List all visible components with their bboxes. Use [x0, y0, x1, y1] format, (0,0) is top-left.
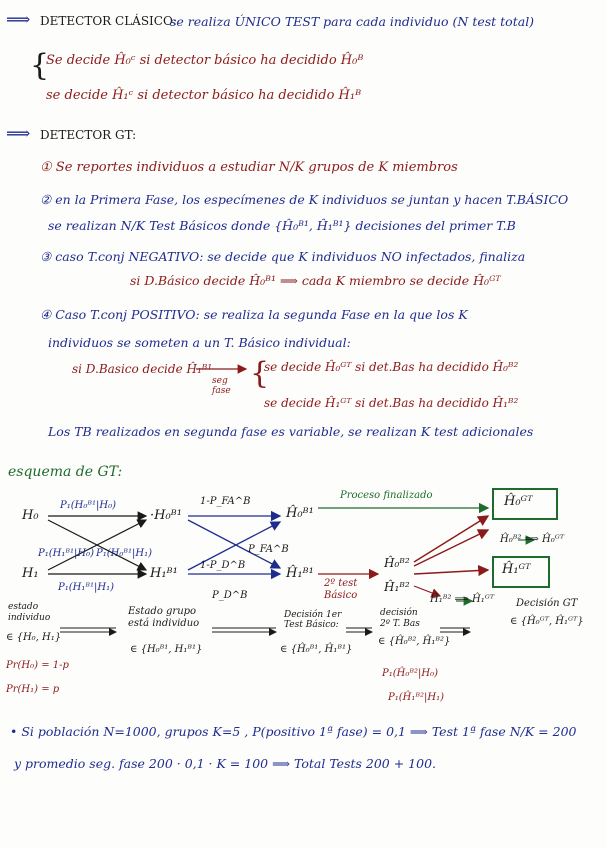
node-dec-h1b1: Ĥ₁ᴮ¹	[286, 566, 314, 581]
step-number: ④	[40, 307, 52, 322]
branch-condition: si D.Basico decide Ĥ₁ᴮ¹	[72, 362, 213, 376]
node-h0b2: Ĥ₀ᴮ²	[384, 556, 410, 570]
group-state: Estado grupo está individuo	[128, 606, 200, 629]
classic-description: se realiza ÚNICO TEST para cada individuo (N test total)	[170, 14, 535, 29]
prob-h1b1-h1: P₁(H₁ᴮ¹|H₁)	[58, 582, 115, 593]
node-h1b2: Ĥ₁ᴮ²	[384, 580, 410, 594]
state-individual-set: ∈ {H₀, H₁}	[6, 632, 62, 643]
example-line-2: y promedio seg. fase 200 · 0,1 · K = 100 ⟹ Total Tests 200 + 100.	[14, 756, 437, 771]
label-1-pd: 1-P_D^B	[200, 560, 246, 571]
section-title-classic: DETECTOR CLÁSICO:	[40, 14, 177, 28]
prior-h1: Pr(H₁) = p	[6, 684, 60, 695]
node-h1b2-result: Ĥ₁ᴮ² ⟹ Ĥ₁ᴳᵀ	[430, 594, 495, 605]
step-number: ①	[40, 160, 52, 175]
step-text: caso T.conj NEGATIVO: se decide que K individuos NO infectados, finaliza	[55, 249, 526, 264]
example-line-1: • Si población N=1000, grupos K=5 , P(positivo 1ª fase) = 0,1 ⟹ Test 1ª fase N/K = 200	[10, 724, 577, 739]
decision-first-test: Decisión 1er Test Básico:	[284, 610, 342, 630]
brace: {	[250, 356, 270, 391]
prior-h0: Pr(H₀) = 1-p	[6, 660, 69, 671]
node-h0gt: Ĥ₀ᴳᵀ	[504, 494, 533, 509]
second-test-label: 2º test Básico	[324, 578, 358, 601]
section-title-gt: DETECTOR GT:	[40, 128, 137, 142]
label-1-pfa: 1-P_FA^B	[200, 496, 251, 507]
step-text: Se reportes individuos a estudiar N/K grupos de K miembros	[55, 160, 458, 175]
brace: {	[30, 48, 50, 83]
tb-note: Los TB realizados en segunda fase es variable, se realizan K test adicionales	[48, 424, 534, 439]
step-text: en la Primera Fase, los especímenes de K individuos se juntan y hacen T.BÁSICO	[55, 192, 569, 207]
implies-arrow: ⟹	[6, 10, 31, 30]
branch-h1: se decide Ĥ₁ᴳᵀ si det.Bas ha decidido Ĥ₁ᴮ²	[264, 396, 519, 410]
decision-second-test: decisión 2º T. Bas	[380, 608, 420, 629]
gt-step-4-cont: individuos se someten a un T. Básico individual:	[48, 335, 351, 350]
node-h0b2-result: Ĥ₀ᴮ² ⟹ Ĥ₀ᴳᵀ	[500, 534, 565, 545]
step-number: ②	[40, 192, 52, 207]
gt-step-2-cont: se realizan N/K Test Básicos donde {Ĥ₀ᴮ¹, Ĥ₁ᴮ¹} decisiones del primer T.B	[48, 218, 516, 233]
state-individual: estado individuo	[8, 602, 51, 623]
group-state-set: ∈ {H₀ᴮ¹, H₁ᴮ¹}	[130, 644, 203, 655]
node-h1b1: H₁ᴮ¹	[150, 566, 178, 581]
decision-second-test-set: ∈ {Ĥ₀ᴮ², Ĥ₁ᴮ²}	[378, 636, 451, 647]
step-text: Caso T.conj POSITIVO: se realiza la segunda Fase en la que los K	[55, 307, 468, 322]
decision-first-test-set: ∈ {Ĥ₀ᴮ¹, Ĥ₁ᴮ¹}	[280, 644, 353, 655]
node-h0b1: ·H₀ᴮ¹	[150, 508, 182, 523]
implies-arrow: ⟹	[6, 124, 31, 144]
node-h0: H₀	[22, 508, 39, 523]
node-dec-h0b1: Ĥ₀ᴮ¹	[286, 506, 314, 521]
classic-rule-h1: se decide Ĥ₁ᶜ si detector básico ha decidido Ĥ₁ᴮ	[46, 88, 362, 103]
decision-gt: Decisión GT	[516, 598, 578, 609]
process-finished: Proceso finalizado	[340, 490, 433, 501]
label-pd: P_D^B	[212, 590, 248, 601]
prob-h0b1-h0: P₁(H₀ᴮ¹|H₀)	[60, 500, 117, 511]
branch-h0: se decide Ĥ₀ᴳᵀ si det.Bas ha decidido Ĥ₀ᴮ²	[264, 360, 519, 374]
node-h1gt: Ĥ₁ᴳᵀ	[502, 562, 531, 577]
decision-gt-set: ∈ {Ĥ₀ᴳᵀ, Ĥ₁ᴳᵀ}	[510, 616, 584, 627]
node-h1: H₁	[22, 566, 39, 581]
prob-h1b2-h1: P₁(Ĥ₁ᴮ²|H₁)	[388, 692, 445, 703]
classic-rule-h0: Se decide Ĥ₀ᶜ si detector básico ha decidido Ĥ₀ᴮ	[46, 53, 364, 68]
step-number: ③	[40, 249, 52, 264]
gt-step-3-cont: si D.Básico decide Ĥ₀ᴮ¹ ⟹ cada K miembro se decide Ĥ₀ᴳᵀ	[130, 273, 501, 288]
prob-h0b1-h1: P₁(H₀ᴮ¹|H₁)	[96, 548, 153, 559]
prob-h0b2-h0: P₁(Ĥ₀ᴮ²|H₀)	[382, 668, 439, 679]
scheme-title: esquema de GT:	[8, 464, 123, 480]
branch-arrow-label: seg fase	[212, 376, 231, 396]
label-pfa: P_FA^B	[248, 544, 289, 555]
prob-h1b1-h0: P₁(H₁ᴮ¹|H₀)	[38, 548, 95, 559]
